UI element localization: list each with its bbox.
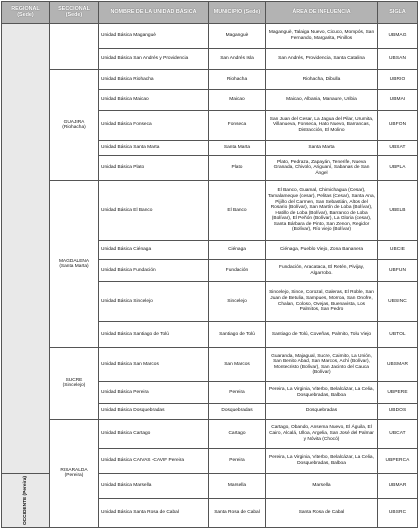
- area-cell: Guaranda, Majagual, Sucre, Caimito, La Unión, San Benito Abad, San Marcos, Achí (Bolívar), Montecristo (Bolívar), San Jacinto del Cauca (Bolívar): [266, 348, 378, 382]
- unit-name-cell: Unidad Básica Dosquebradas: [99, 403, 209, 419]
- sigla-cell: UBSINC: [378, 281, 418, 322]
- municipio-cell: Pereira: [209, 448, 266, 474]
- sigla-cell: UBCAT: [378, 419, 418, 448]
- seccional-cell-empty: [50, 24, 99, 70]
- municipio-cell: El Banco: [209, 181, 266, 241]
- area-cell: Ciénaga, Pueblo Viejo, Zona Bananera: [266, 241, 378, 260]
- sigla-cell: UBPERE: [378, 382, 418, 403]
- unit-name-cell: Unidad Básica Fundación: [99, 260, 209, 281]
- unit-name-cell: Unidad Básica Plato: [99, 155, 209, 181]
- units-table: [1, 1, 418, 528]
- unit-name-cell: Unidad Básica CAIVAS -CAVIF Pereira: [99, 448, 209, 474]
- area-cell: Plato, Pedraza, Zapayán, Tenerife, Nueva Granada, Chivolo, Ariguaní, Sabanas de San Ángel: [266, 155, 378, 181]
- area-cell: El Banco, Guamal, Chimichagua (Cesar), Tamalameque (cesar), Pelitas (Cesar), Santa Ana, Pijiño del Carmen, San Sebastián, Altos del Rosario (Bolívar), San Martín de Loba (Bolívar), Hatillo de Loba (Bolívar), Barranco de Loba (Bolívar), El Peñón (Bolívar), La Gloria (cesar), Santa Bárbara de Pinto, San Zenon, Regidor (Bolívar), Río viejo (Bolívar): [266, 181, 378, 241]
- area-cell: Maganguè, Talaiga Nuevo, Cicuco, Mompós, San Fernando, Margarita, Pinillos: [266, 24, 378, 49]
- seccional-cell: [50, 348, 99, 420]
- sigla-cell: UBSAT: [378, 140, 418, 155]
- unit-name-cell: Unidad Básica Pereira: [99, 382, 209, 403]
- regional-cell: [2, 474, 50, 528]
- sigla-cell: UBMAR: [378, 474, 418, 499]
- area-cell: Fundación, Aracataca, El Retén, Pivijay, Algarrobo.: [266, 260, 378, 281]
- municipio-cell: San Andrés Isla: [209, 48, 266, 69]
- unit-name-cell: Unidad Básica Santiago de Tolú: [99, 322, 209, 348]
- header-row: [2, 2, 418, 24]
- municipio-cell: Cartago: [209, 419, 266, 448]
- table-row: [2, 69, 418, 89]
- area-cell: Santa Rosa de Cabal: [266, 498, 378, 527]
- area-cell: Dosquebradas: [266, 403, 378, 419]
- sigla-cell: UBTOL: [378, 322, 418, 348]
- sigla-cell: UBFON: [378, 110, 418, 140]
- area-cell: San Juan del Cesar, La Jagua del Pilar, Urumita, Villanueva, Fonseca, Hato Nuevo, Barrancas, Distracción, El Molino: [266, 110, 378, 140]
- sigla-cell: UBRIO: [378, 69, 418, 89]
- unit-name-cell: Unidad Básica San Andrés y Providencia: [99, 48, 209, 69]
- seccional-name: RISARALDA: [60, 467, 88, 473]
- municipio-cell: Dosquebradas: [209, 403, 266, 419]
- unit-name-cell: Unidad Básica Maicao: [99, 90, 209, 110]
- sigla-cell: UBPERCA: [378, 448, 418, 474]
- seccional-sede: (Pereira): [64, 473, 84, 479]
- municipio-cell: Marsella: [209, 474, 266, 499]
- area-cell: Santiago de Tolú, Coveñas, Palmito, Tolu Viejo: [266, 322, 378, 348]
- table-body: [2, 24, 418, 528]
- unit-name-cell: Unidad Básica Ciénaga: [99, 241, 209, 260]
- unit-name-cell: Unidad Básica Santa Rosa de Cabal: [99, 498, 209, 527]
- municipio-cell: Santa Marta: [209, 140, 266, 155]
- area-cell: Pereira, La Virginia, Viterbo, Belalcázar, La Celia, Dosquebradas, Balboa: [266, 382, 378, 403]
- unit-name-cell: Unidad Básica Fonseca: [99, 110, 209, 140]
- municipio-cell: San Marcos: [209, 348, 266, 382]
- table-row: [2, 419, 418, 448]
- table-row: [2, 348, 418, 382]
- sigla-cell: UBMAG: [378, 24, 418, 49]
- sigla-cell: UBCIE: [378, 241, 418, 260]
- regional-cell: [2, 24, 50, 474]
- seccional-name: SUCRE: [65, 377, 83, 383]
- seccional-name: MAGDALENA: [58, 258, 90, 264]
- seccional-sede: (Sincelejo): [62, 383, 86, 389]
- sigla-cell: UBELB: [378, 181, 418, 241]
- seccional-cell: [50, 181, 99, 348]
- area-cell: San Andrés, Providencia, Santa Catalina: [266, 48, 378, 69]
- unit-name-cell: Unidad Básica Maganguè: [99, 24, 209, 49]
- unit-name-cell: Unidad Básica San Marcos: [99, 348, 209, 382]
- municipio-cell: Fonseca: [209, 110, 266, 140]
- seccional-cell: [50, 69, 99, 180]
- header-unidad: NOMBRE DE LA UNIDAD BÁSICA: [99, 2, 209, 24]
- unit-name-cell: Unidad Básica El Banco: [99, 181, 209, 241]
- area-cell: Pereira, La Virginia, Viterbo, Belalcázar, La Celia, Dosquebradas, Balboa: [266, 448, 378, 474]
- area-cell: Marsella: [266, 474, 378, 499]
- municipio-cell: Santa Rosa de Cabal: [209, 498, 266, 527]
- regional-name: OCCIDENTE (Pereira): [22, 476, 28, 526]
- seccional-sede: (Riohacha): [62, 125, 86, 131]
- header-sigla: SIGLA: [378, 2, 418, 24]
- area-cell: Cartago, Obando, Ansema Nuevo, El Águila, El Cairo, Alcalá, Ulloa, Argelia, San José del Palmar y Nóvita (Chocó): [266, 419, 378, 448]
- unit-name-cell: Unidad Básica Cartago: [99, 419, 209, 448]
- sigla-cell: UBMAI: [378, 90, 418, 110]
- sigla-cell: UBSAN: [378, 48, 418, 69]
- header-municipio: MUNICIPIO (Sede): [209, 2, 266, 24]
- table-row: [2, 24, 418, 49]
- unit-name-cell: Unidad Básica Riohacha: [99, 69, 209, 89]
- unit-name-cell: Unidad Básica Marsella: [99, 474, 209, 499]
- area-cell: Maicao, Albania, Manaure, Uribia: [266, 90, 378, 110]
- seccional-cell: [50, 419, 99, 527]
- municipio-cell: Sincelejo: [209, 281, 266, 322]
- seccional-name: GUAJIRA: [63, 119, 85, 125]
- sigla-cell: UBDOS: [378, 403, 418, 419]
- municipio-cell: Ciénaga: [209, 241, 266, 260]
- header-area: ÁREA DE INFLUENCIA: [266, 2, 378, 24]
- municipio-cell: Plato: [209, 155, 266, 181]
- sigla-cell: UBSMAR: [378, 348, 418, 382]
- municipio-cell: Fundación: [209, 260, 266, 281]
- municipio-cell: Maganguè: [209, 24, 266, 49]
- header-seccional: SECCIONAL (Sede): [50, 2, 99, 24]
- municipio-cell: Pereira: [209, 382, 266, 403]
- area-cell: Santa Marta: [266, 140, 378, 155]
- header-regional: REGIONAL (Sede): [2, 2, 50, 24]
- sigla-cell: UBFUN: [378, 260, 418, 281]
- area-cell: Riohacha, Dibulla: [266, 69, 378, 89]
- municipio-cell: Riohacha: [209, 69, 266, 89]
- unit-name-cell: Unidad Básica Sincelejo: [99, 281, 209, 322]
- seccional-sede: (Santa Marta): [59, 264, 89, 270]
- municipio-cell: Santiago de Tolú: [209, 322, 266, 348]
- sigla-cell: UBPLA: [378, 155, 418, 181]
- table-row: [2, 181, 418, 241]
- sigla-cell: UBSRC: [378, 498, 418, 527]
- municipio-cell: Maicao: [209, 90, 266, 110]
- unit-name-cell: Unidad Básica Santa Marta: [99, 140, 209, 155]
- area-cell: Sincelejo, Since, Corozal, Galeras, El Roble, San Juan de Betulia, Sampues, Morroa, San Onofre, Chalan, Coloso, Ovejas, Buenavista, Los Palmitos, San Pedro: [266, 281, 378, 322]
